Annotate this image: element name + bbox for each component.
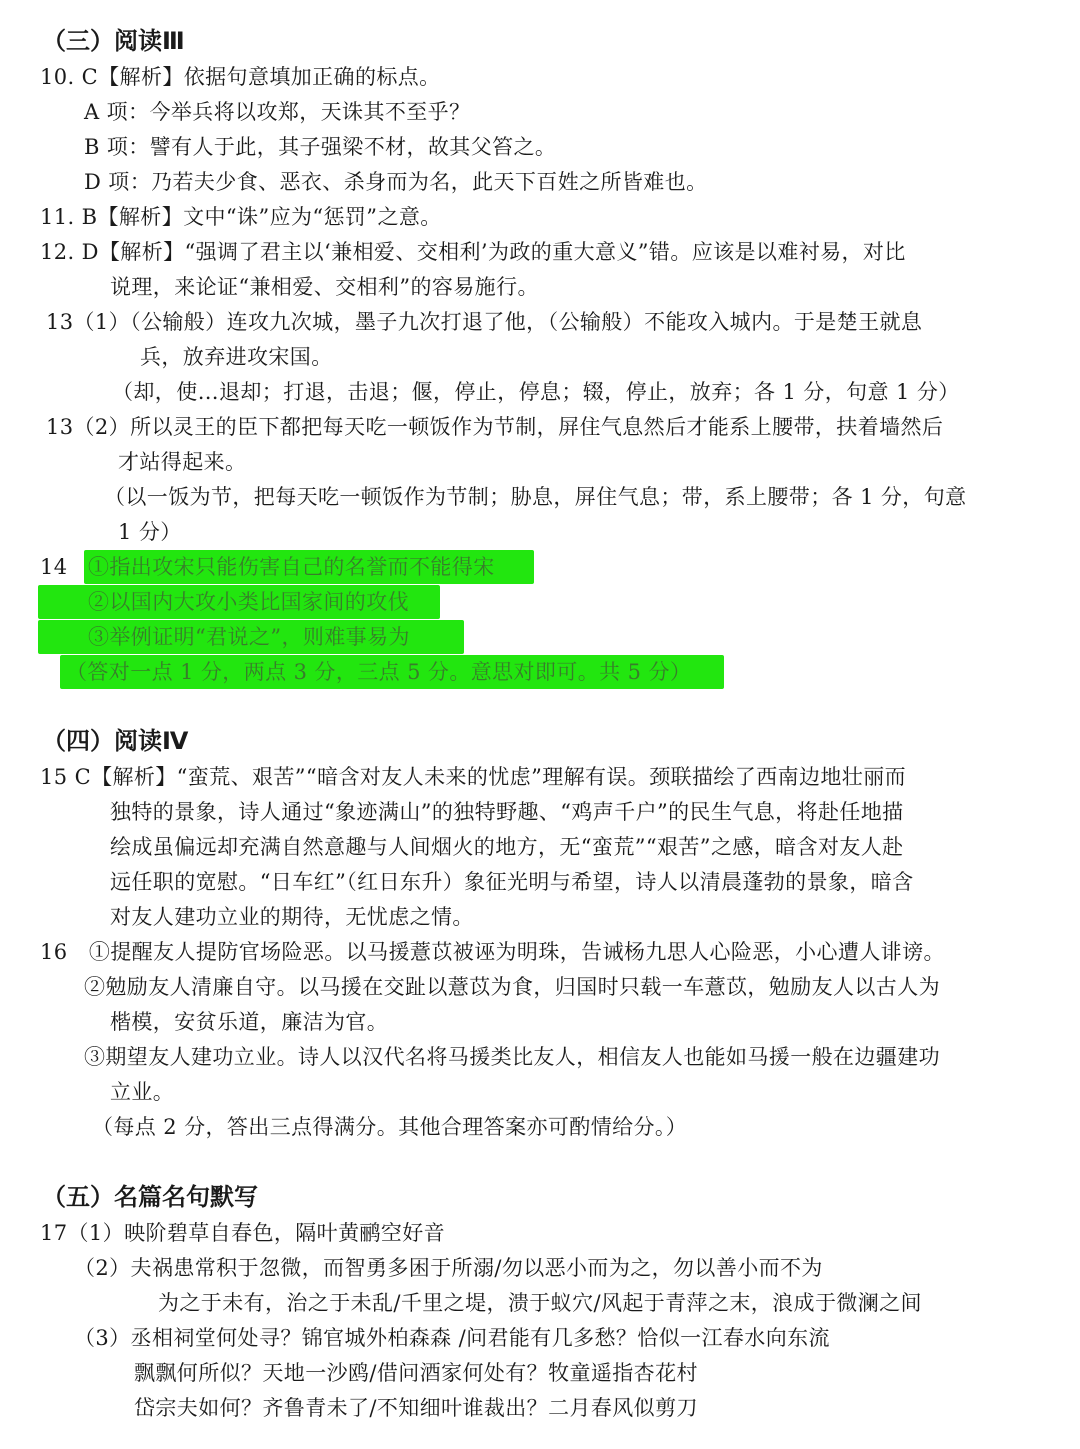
answer-13-2-scoring-cont: 1 分） xyxy=(118,520,182,544)
answer-13-1-line-1: 13（1）（公输般）连攻九次城，墨子九次打退了他，（公输般）不能攻入城内。于是楚王就息 xyxy=(46,310,923,334)
answer-16-point-3: ③期望友人建功立业。诗人以汉代名将马援类比友人，相信友人也能如马援一般在边疆建功 xyxy=(84,1045,940,1069)
answer-16-scoring: （每点 2 分，答出三点得满分。其他合理答案亦可酌情给分。） xyxy=(92,1115,688,1139)
answer-14-scoring: （答对一点 1 分，两点 3 分，三点 5 分。意思对即可。共 5 分） xyxy=(66,660,692,684)
answer-16-point-2: ②勉励友人清廉自守。以马援在交趾以薏苡为食，归国时只载一车薏苡，勉励友人以古人为 xyxy=(84,975,940,999)
answer-17-1: 17（1）映阶碧草自春色，隔叶黄鹂空好音 xyxy=(40,1221,446,1245)
section-heading-reading-4: （四）阅读Ⅳ xyxy=(42,727,189,755)
answer-13-2-line-2: 才站得起来。 xyxy=(118,450,247,474)
answer-10-option-a: A 项：今举兵将以攻郑，天诛其不至乎？ xyxy=(84,100,471,124)
answer-13-2-scoring: （以一饭为节，把每天吃一顿饭作为节制；胁息，屏住气息；带，系上腰带；各 1 分，句意 xyxy=(104,485,967,509)
answer-15-line-1: 15 C【解析】“蛮荒、艰苦”“暗含对友人未来的忧虑”理解有误。颈联描绘了西南边地壮丽而 xyxy=(40,765,907,789)
answer-16-point-3-cont: 立业。 xyxy=(110,1080,175,1104)
answer-10: 10. C【解析】依据句意填加正确的标点。 xyxy=(40,65,441,89)
answer-13-1-scoring: （却，使…退却；打退，击退；偃，停止，停息；辍，停止，放弃；各 1 分，句意 1 分） xyxy=(112,380,960,404)
answer-17-2-line-2: 为之于未有，治之于未乱/千里之堤，溃于蚁穴/风起于青萍之末，浪成于微澜之间 xyxy=(158,1291,922,1315)
answer-13-2-line-1: 13（2）所以灵王的臣下都把每天吃一顿饭作为节制，屏住气息然后才能系上腰带，扶着墙然后 xyxy=(46,415,944,439)
answer-17-3-line-2: 飘飘何所似？天地一沙鸥/借问酒家何处有？牧童遥指杏花村 xyxy=(134,1361,698,1385)
answer-17-3-line-3: 岱宗夫如何？齐鲁青未了/不知细叶谁裁出？二月春风似剪刀 xyxy=(134,1396,698,1420)
answer-17-3-line-1: （3）丞相祠堂何处寻？锦官城外柏森森 /问君能有几多愁？恰似一江春水向东流 xyxy=(74,1326,830,1350)
answer-15-line-4: 远任职的宽慰。“日车红”（红日东升）象征光明与希望，诗人以清晨蓬勃的景象，暗含 xyxy=(110,870,914,894)
answer-14-point-2: ②以国内大攻小类比国家间的攻伐 xyxy=(88,590,409,614)
answer-15-line-3: 绘成虽偏远却充满自然意趣与人间烟火的地方，无“蛮荒”“艰苦”之感，暗含对友人赴 xyxy=(110,835,904,859)
answer-15-line-5: 对友人建功立业的期待，无忧虑之情。 xyxy=(110,905,474,929)
answer-12-line-2: 说理，来论证“兼相爱、交相利”的容易施行。 xyxy=(110,275,539,299)
answer-16-point-1: 16 ①提醒友人提防官场险恶。以马援薏苡被诬为明珠，告诫杨九思人心险恶，小心遭人诽谤。 xyxy=(40,940,945,964)
answer-14-point-1: ①指出攻宋只能伤害自己的名誉而不能得宋 xyxy=(88,555,495,579)
answer-16-point-2-cont: 楷模，安贫乐道，廉洁为官。 xyxy=(110,1010,389,1034)
answer-10-option-b: B 项：譬有人于此，其子强梁不材，故其父笞之。 xyxy=(84,135,557,159)
answer-17-2-line-1: （2）夫祸患常积于忽微，而智勇多困于所溺/勿以恶小而为之，勿以善小而不为 xyxy=(74,1256,823,1280)
section-heading-reading-3: （三）阅读Ⅲ xyxy=(42,27,185,55)
answer-13-1-line-2: 兵，放弃进攻宋国。 xyxy=(140,345,333,369)
answer-14-number: 14 xyxy=(40,555,68,579)
answer-14-point-3: ③举例证明“君说之”，则难事易为 xyxy=(88,625,410,649)
answer-11: 11. B【解析】文中“诛”应为“惩罚”之意。 xyxy=(40,205,442,229)
answer-10-option-d: D 项：乃若夫少食、恶衣、杀身而为名，此天下百姓之所皆难也。 xyxy=(84,170,708,194)
section-heading-recitation: （五）名篇名句默写 xyxy=(42,1183,258,1211)
answer-15-line-2: 独特的景象，诗人通过“象迹满山”的独特野趣、“鸡声千户”的民生气息，将赴任地描 xyxy=(110,800,904,824)
answer-12-line-1: 12. D【解析】“强调了君主以‘兼相爱、交相利’为政的重大意义”错。应该是以难衬易，对比 xyxy=(40,240,906,264)
